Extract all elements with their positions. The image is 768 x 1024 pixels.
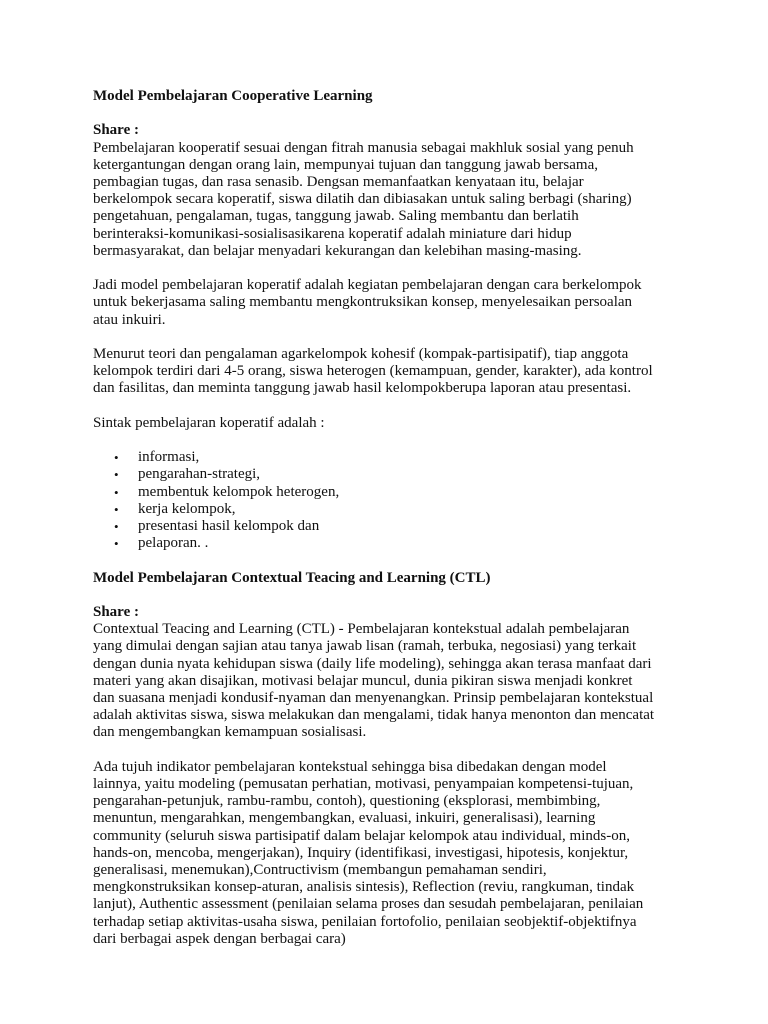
text-line: community (seluruh siswa partisipatif dalam belajar kelompok atau individual, minds-on,: [93, 827, 630, 844]
text-line: pembagian tugas, dan rasa senasib. Dengsan memanfaatkan kenyataan itu, belajar: [93, 174, 584, 190]
section2-paragraph1: [93, 621, 693, 741]
spacer: [93, 260, 693, 277]
text-line: terhadap setiap aktivitas-usaha siswa, penilaian fortofolio, penilaian seobjektif-objektifnya: [93, 913, 637, 930]
list-item: • presentasi hasil kelompok dan: [93, 518, 693, 535]
sintak-intro: Sintak pembelajaran koperatif adalah :: [93, 414, 325, 431]
spacer: [93, 329, 693, 346]
text-line: pengetahuan, pengalaman, tugas, tanggung jawab. Saling membantu dan berlatih: [93, 208, 579, 225]
text-line: bermasyarakat, dan belajar menyadari kekurangan dan kelebihan masing-masing.: [93, 242, 582, 259]
spacer: [93, 552, 693, 569]
text-line: pengarahan-petunjuk, rambu-rambu, contoh), questioning (eksplorasi, membimbing,: [93, 793, 601, 810]
text-line: dari berbagai aspek dengan berbagai cara): [93, 930, 346, 947]
section2-title: Model Pembelajaran Contextual Teacing and Learning (CTL): [93, 569, 491, 586]
text-line: Pembelajaran kooperatif sesuai dengan fitrah manusia sebagai makhluk sosial yang penuh: [93, 139, 634, 156]
spacer: [93, 398, 693, 415]
sintak-list: [93, 449, 693, 552]
section1-title: Model Pembelajaran Cooperative Learning: [93, 88, 373, 104]
text-line: materi yang akan disajikan, motivasi belajar muncul, dunia pikiran siswa menjadi konkret: [93, 672, 633, 689]
section2-share-label: Share :: [93, 603, 139, 620]
text-line: Ada tujuh indikator pembelajaran kontekstual sehingga bisa dibedakan dengan model: [93, 758, 607, 775]
section1-paragraph2: [93, 277, 693, 329]
list-item: • pengarahan-strategi,: [93, 466, 693, 483]
text-line: berkelompok secara koperatif, siswa dilatih dan dibiasakan untuk saling berbagi (sharing): [93, 191, 632, 208]
text-line: adalah aktivitas siswa, siswa melakukan dan mengalami, tidak hanya menonton dan mencatat: [93, 707, 655, 724]
text-line: mengkonstruksikan konsep-aturan, analisis sintesis), Reflection (reviu, rangkuman, tindak: [93, 879, 635, 896]
section1-paragraph3: [93, 346, 693, 398]
document-page: [93, 88, 693, 948]
text-line: Jadi model pembelajaran koperatif adalah kegiatan pembelajaran dengan cara berkelompok: [93, 277, 642, 294]
list-item: • pelaporan. .: [93, 535, 693, 552]
text-line: ketergantungan dengan orang lain, mempunyai tujuan dan tanggung jawab bersama,: [93, 156, 598, 173]
spacer: [93, 432, 693, 449]
text-line: yang dimulai dengan sajian atau tanya jawab lisan (ramah, terbuka, negosiasi) yang terkait: [93, 638, 637, 655]
text-line: menuntun, mengarahkan, mengembangkan, evaluasi, inkuiri, generalisasi), learning: [93, 810, 596, 827]
section1-paragraph1: [93, 140, 693, 260]
spacer: [93, 105, 693, 122]
text-line: berinteraksi-komunikasi-sosialisasikarena koperatif adalah miniature dari hidup: [93, 225, 572, 242]
section2-paragraph2: [93, 759, 693, 948]
text-line: untuk bekerjasama saling membantu mengkontruksikan konsep, menyelesaikan persoalan: [93, 294, 633, 311]
text-line: hands-on, mencoba, mengerjakan), Inquiry (identifikasi, investigasi, hipotesis, konjektur,: [93, 844, 629, 861]
text-line: kelompok terdiri dari 4-5 orang, siswa heterogen (kemampuan, gender, karakter), ada kontrol: [93, 363, 653, 380]
text-line: dan fasilitas, dan meminta tanggung jawab hasil kelompokberupa laporan atau presentasi.: [93, 380, 632, 397]
text-line: lainnya, yaitu modeling (pemusatan perhatian, motivasi, penyampaian kompetensi-tujuan,: [93, 776, 634, 792]
text-line: Contextual Teacing and Learning (CTL) - Pembelajaran kontekstual adalah pembelajaran: [93, 621, 630, 638]
text-line: dan mengembangkan kemampuan sosialisasi.: [93, 724, 367, 741]
text-line: generalisasi, menemukan),Contructivism (membangun pemahaman sendiri,: [93, 862, 547, 879]
text-line: dengan dunia nyata kehidupan siswa (daily life modeling), sehingga akan terasa manfaat dari: [93, 655, 652, 672]
text-line: lanjut), Authentic assessment (penilaian selama proses dan sesudah pembelajaran, penilaian: [93, 896, 644, 913]
text-line: atau inkuiri.: [93, 311, 166, 328]
section1-share-label: Share :: [93, 122, 139, 139]
list-item: • informasi,: [93, 449, 693, 466]
text-line: dan suasana menjadi kondusif-nyaman dan menyenangkan. Prinsip pembelajaran kontekstual: [93, 690, 654, 706]
spacer: [93, 587, 693, 604]
text-line: Menurut teori dan pengalaman agarkelompok kohesif (kompak-partisipatif), tiap anggota: [93, 346, 629, 362]
list-item: • kerja kelompok,: [93, 501, 693, 518]
spacer: [93, 742, 693, 759]
list-item: • membentuk kelompok heterogen,: [93, 484, 693, 501]
